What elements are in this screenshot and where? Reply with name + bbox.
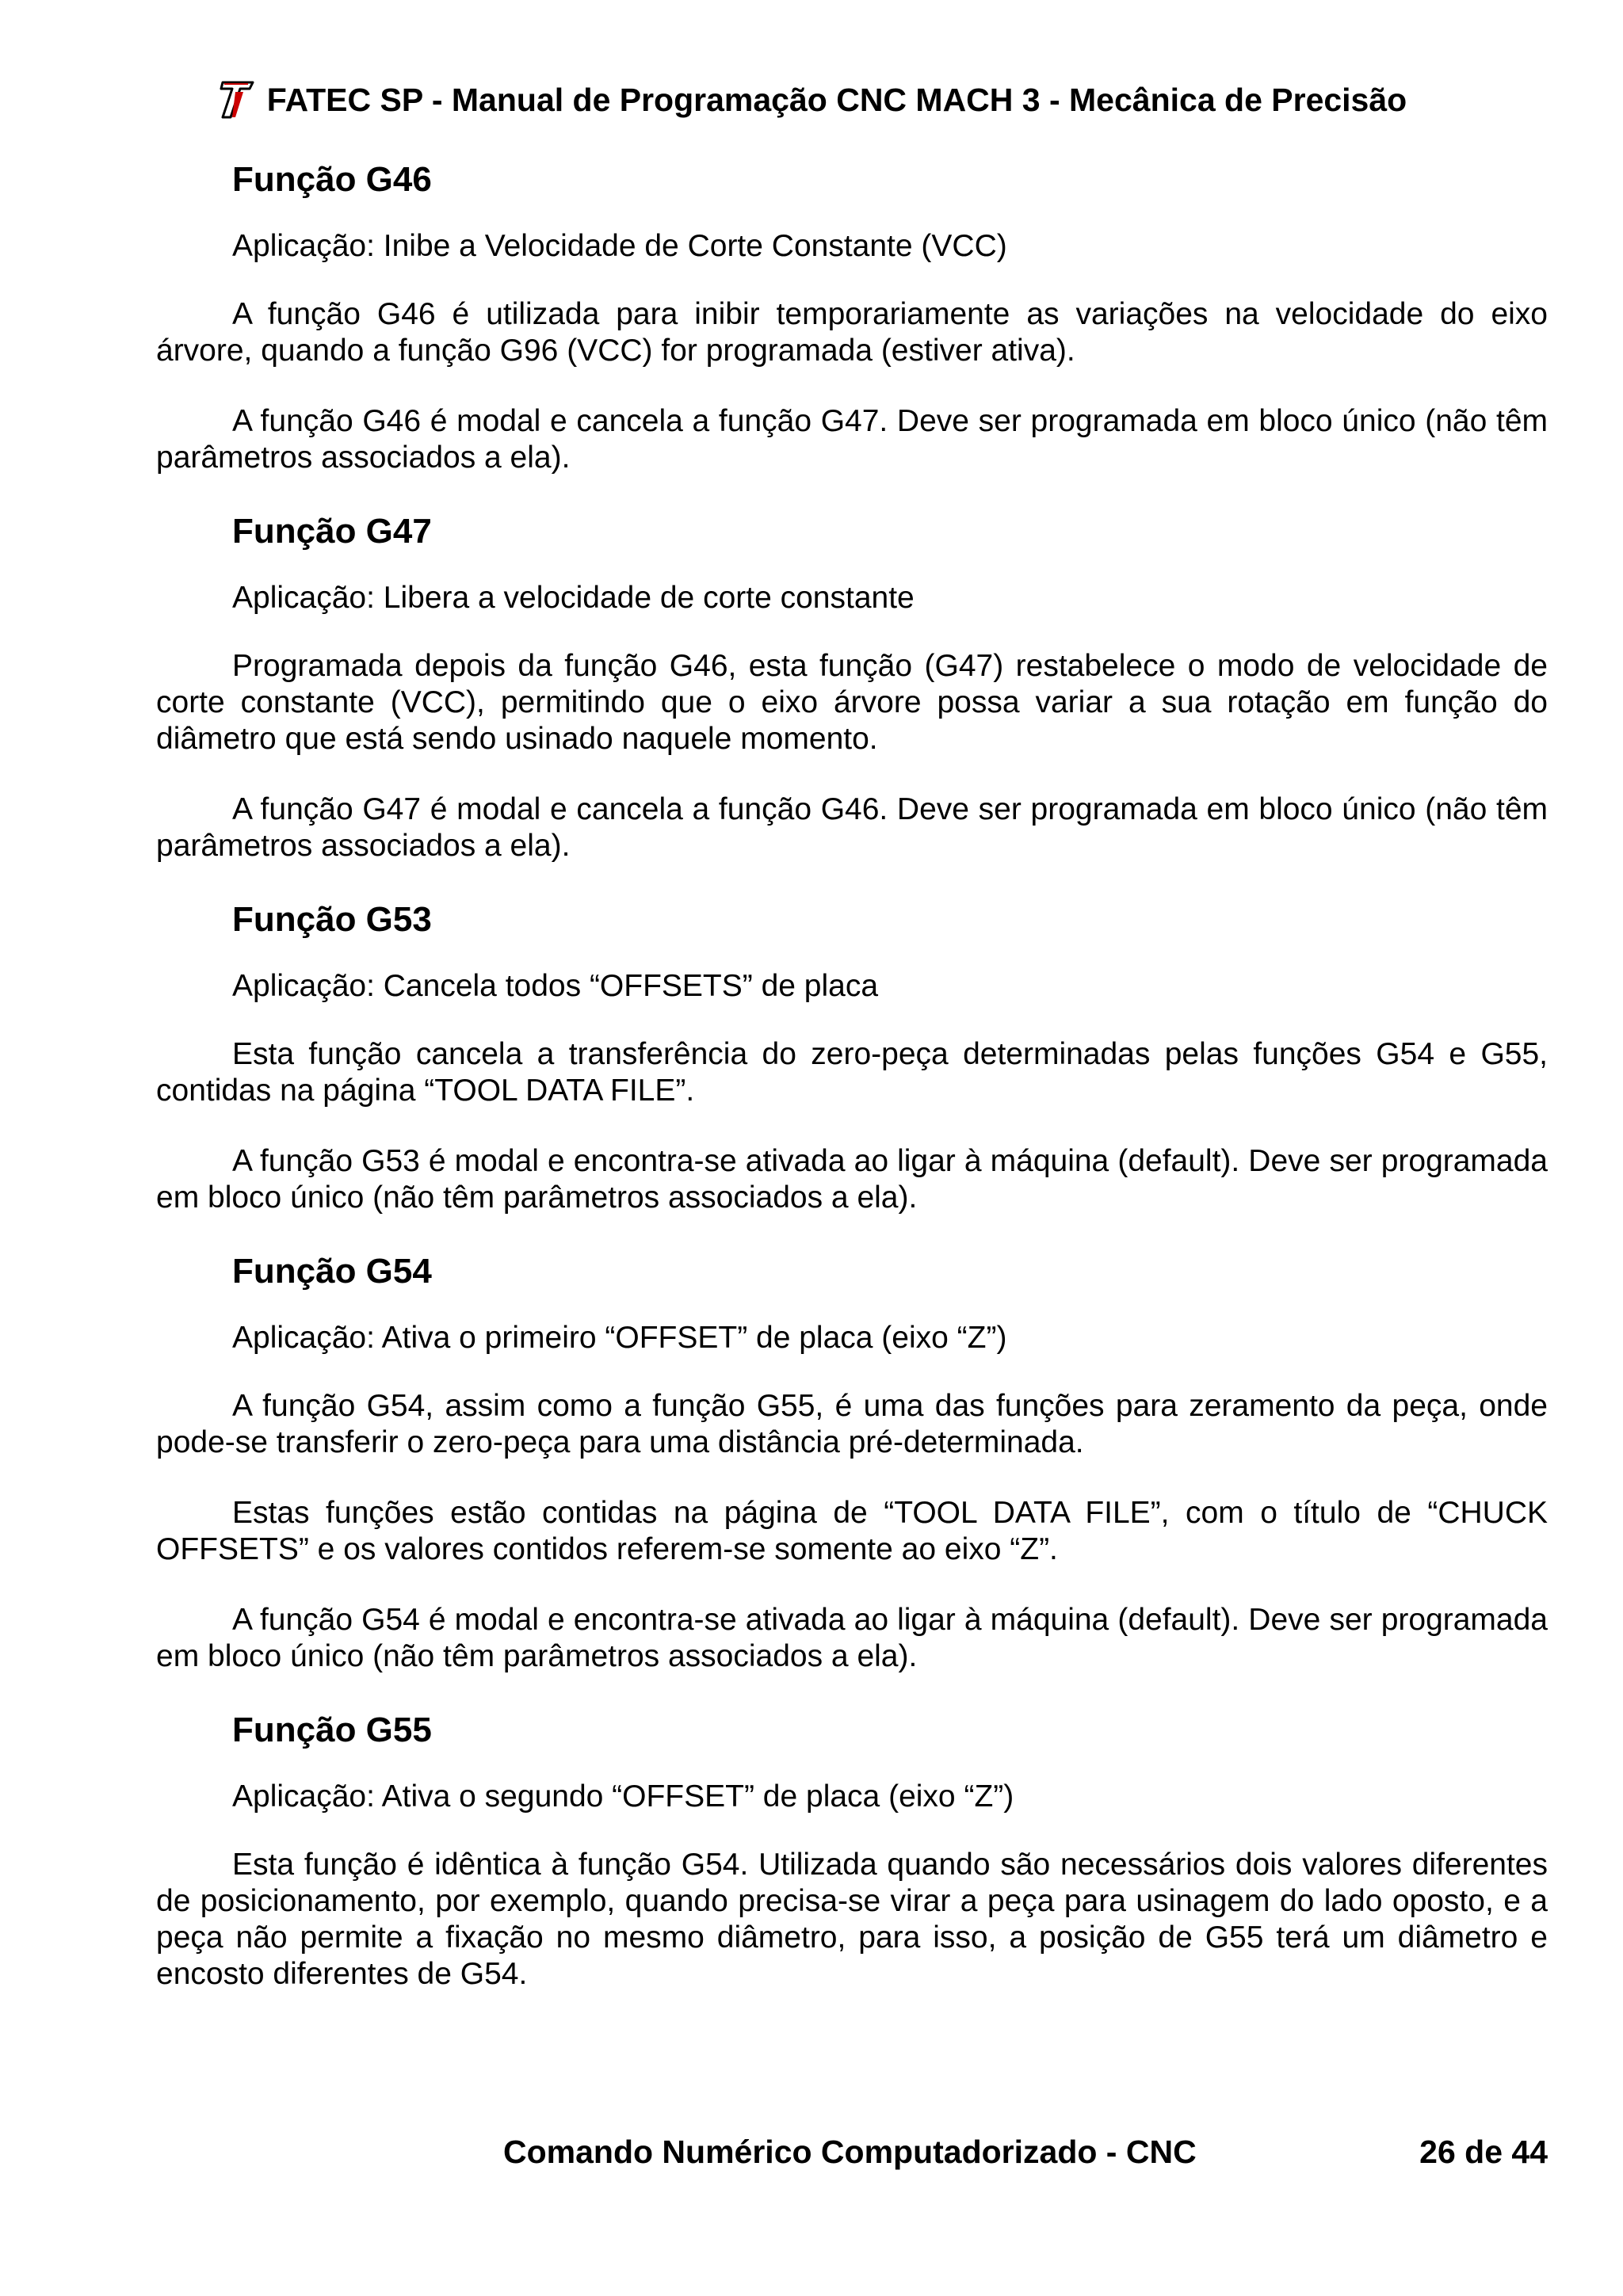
paragraph: A função G53 é modal e encontra-se ativada ao ligar à máquina (default). Deve ser programada em bloco único (não têm parâmetros associados a ela). <box>156 1144 1548 1215</box>
application-line: Aplicação: Ativa o primeiro “OFFSET” de placa (eixo “Z”) <box>232 1321 1007 1355</box>
paragraph: Programada depois da função G46, esta função (G47) restabelece o modo de velocidade de corte constante (VCC), permitindo que o eixo árvore possa variar a sua rotação em função do diâmetro que está sendo usinado naquele momento. <box>156 649 1548 756</box>
section-g55 <box>156 1709 1548 1993</box>
page-header <box>0 76 1623 124</box>
section-g53 <box>156 898 1548 1216</box>
section-g54 <box>156 1250 1548 1675</box>
section-g47 <box>156 510 1548 864</box>
application-line: Aplicação: Ativa o segundo “OFFSET” de placa (eixo “Z”) <box>232 1779 1014 1814</box>
header-title: FATEC SP - Manual de Programação CNC MACH 3 - Mecânica de Precisão <box>266 81 1407 118</box>
paragraph: Estas funções estão contidas na página de “TOOL DATA FILE”, com o título de “CHUCK OFFSETS” e os valores contidos referem-se somente ao eixo “Z”. <box>156 1496 1548 1566</box>
paragraph: A função G54 é modal e encontra-se ativada ao ligar à máquina (default). Deve ser programada em bloco único (não têm parâmetros associados a ela). <box>156 1603 1548 1673</box>
paragraph: A função G46 é modal e cancela a função G47. Deve ser programada em bloco único (não têm parâmetros associados a ela). <box>156 404 1548 475</box>
page-footer <box>0 2134 1623 2178</box>
paragraph: A função G46 é utilizada para inibir temporariamente as variações na velocidade do eixo árvore, quando a função G96 (VCC) for programada (estiver ativa). <box>156 297 1548 368</box>
paragraph: Esta função é idêntica à função G54. Utilizada quando são necessários dois valores diferentes de posicionamento, por exemplo, quando precisa-se virar a peça para usinagem do lado oposto, e a peça não permite a fixação no mesmo diâmetro, para isso, a posição de G55 terá um diâmetro e encosto diferentes de G54. <box>156 1848 1548 1991</box>
application-line: Aplicação: Libera a velocidade de corte constante <box>232 581 915 615</box>
paragraph: A função G54, assim como a função G55, é uma das funções para zeramento da peça, onde pode-se transferir o zero-peça para uma distância pré-determinada. <box>156 1389 1548 1459</box>
section-title: Função G53 <box>232 900 432 939</box>
section-title: Função G54 <box>232 1252 432 1291</box>
paragraph: A função G47 é modal e cancela a função G46. Deve ser programada em bloco único (não têm parâmetros associados a ela). <box>156 792 1548 863</box>
application-line: Aplicação: Inibe a Velocidade de Corte Constante (VCC) <box>232 229 1007 263</box>
section-title: Função G47 <box>232 512 432 551</box>
fatec-logo-icon <box>216 78 258 122</box>
page-number: 26 de 44 <box>1419 2134 1548 2170</box>
section-title: Função G55 <box>232 1711 432 1749</box>
document-body <box>156 158 1548 2027</box>
section-g46 <box>156 158 1548 476</box>
paragraph: Esta função cancela a transferência do zero-peça determinadas pelas funções G54 e G55, contidas na página “TOOL DATA FILE”. <box>156 1037 1548 1108</box>
section-title: Função G46 <box>232 160 432 199</box>
application-line: Aplicação: Cancela todos “OFFSETS” de placa <box>232 969 879 1003</box>
footer-title: Comando Numérico Computadorizado - CNC <box>503 2134 1197 2170</box>
